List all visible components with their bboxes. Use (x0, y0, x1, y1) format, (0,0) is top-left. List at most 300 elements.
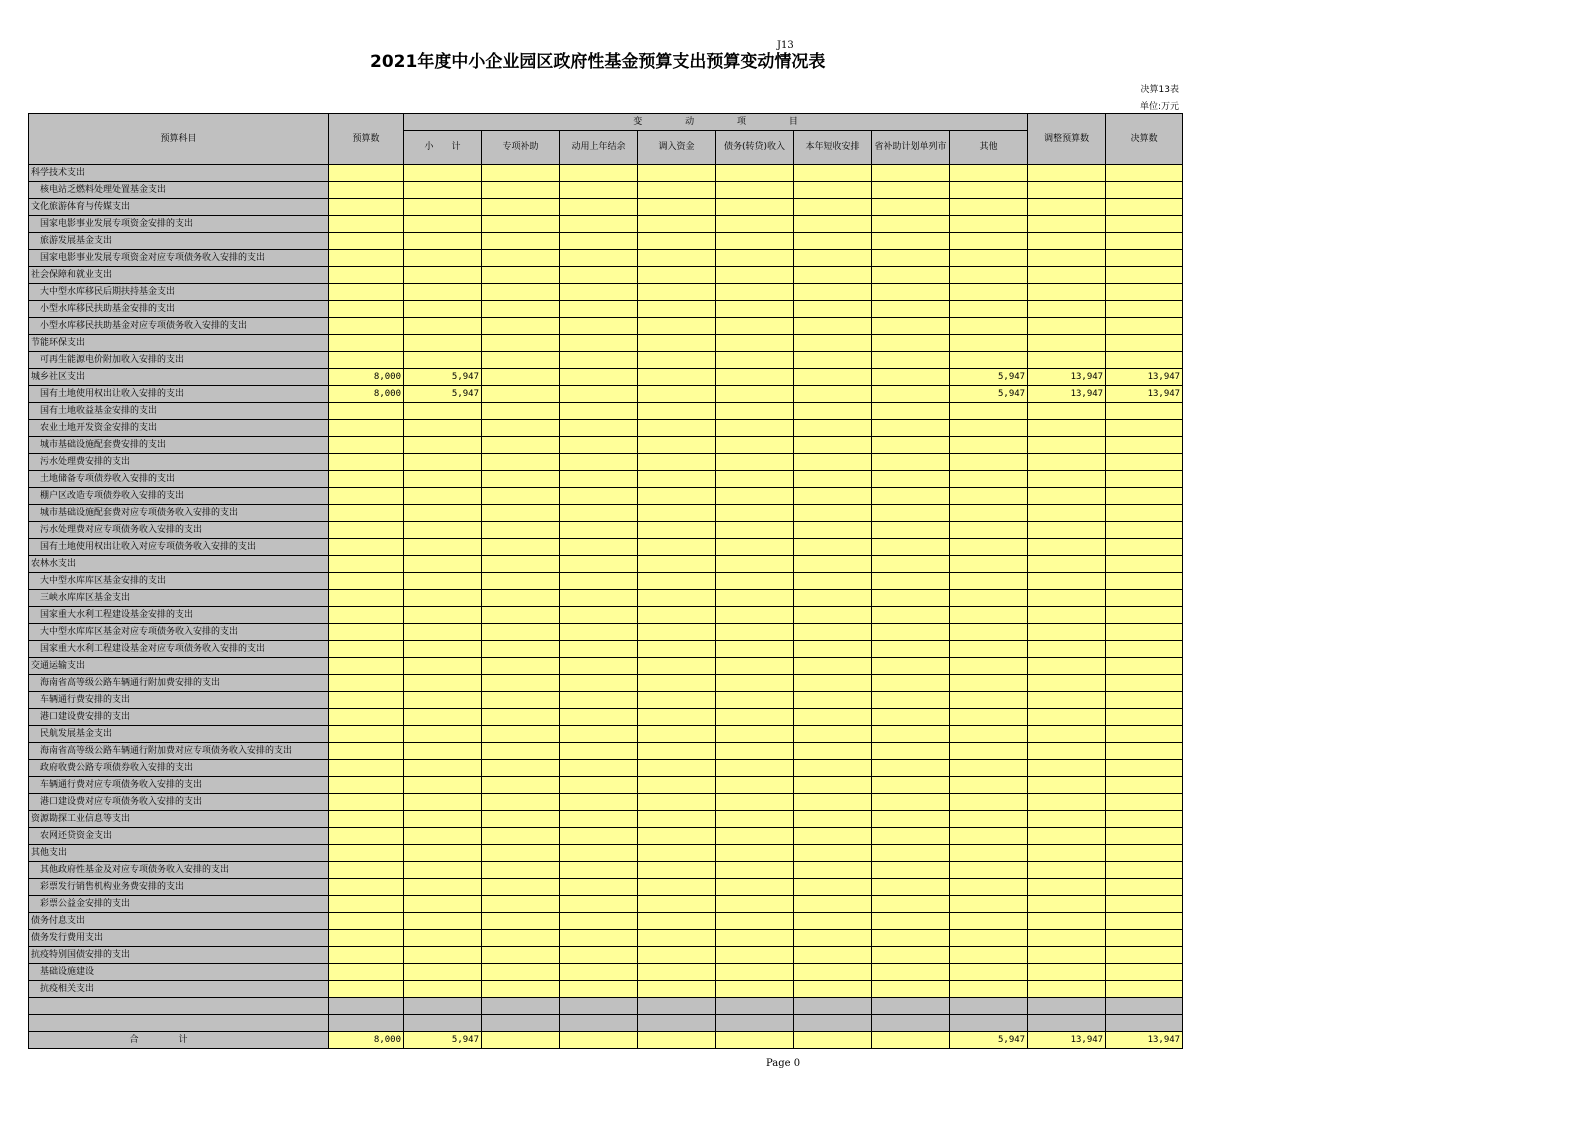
table-row (29, 692, 1183, 709)
row-subject: 大中型水库库区基金对应专项债务收入安排的支出 (29, 624, 329, 641)
row-value-cell (716, 675, 794, 692)
row-value-cell (950, 420, 1028, 437)
row-value-cell (950, 284, 1028, 301)
row-value-cell (794, 505, 872, 522)
row-value-cell (872, 437, 950, 454)
row-subject: 农网还贷资金支出 (29, 828, 329, 845)
row-value-cell (950, 845, 1028, 862)
row-value-cell (716, 386, 794, 403)
row-value-cell (794, 573, 872, 590)
row-value-cell (794, 964, 872, 981)
row-value-cell (872, 505, 950, 522)
row-value-cell (638, 641, 716, 658)
row-value-cell (716, 335, 794, 352)
blank-cell (404, 998, 482, 1015)
row-value-cell (638, 505, 716, 522)
row-value-cell (716, 369, 794, 386)
row-value-cell (482, 879, 560, 896)
row-value-cell (1106, 896, 1183, 913)
blank-cell (638, 998, 716, 1015)
row-value-cell (560, 386, 638, 403)
row-value-cell (1028, 335, 1106, 352)
table-row (29, 658, 1183, 675)
row-value-cell (1106, 913, 1183, 930)
row-value-cell (1028, 250, 1106, 267)
row-value-cell (482, 624, 560, 641)
row-value-cell (638, 369, 716, 386)
row-value-cell (716, 352, 794, 369)
row-value-cell (560, 828, 638, 845)
row-value-cell (716, 437, 794, 454)
row-value-cell (716, 573, 794, 590)
page-title: 2021年度中小企业园区政府性基金预算支出预算变动情况表 (370, 52, 826, 72)
row-value-cell (794, 420, 872, 437)
row-subject: 旅游发展基金支出 (29, 233, 329, 250)
row-value-cell (950, 624, 1028, 641)
row-value-cell (404, 607, 482, 624)
blank-cell (560, 1015, 638, 1032)
row-value-cell (950, 199, 1028, 216)
row-value-cell (872, 216, 950, 233)
row-value-cell (716, 794, 794, 811)
row-value-cell (1106, 692, 1183, 709)
row-value-cell (329, 284, 404, 301)
row-value-cell (404, 947, 482, 964)
row-value-cell (872, 318, 950, 335)
row-value-cell (560, 607, 638, 624)
row-value-cell (404, 454, 482, 471)
table-row (29, 964, 1183, 981)
row-value-cell (950, 930, 1028, 947)
row-value-cell (404, 913, 482, 930)
row-value-cell (404, 216, 482, 233)
row-value-cell (950, 590, 1028, 607)
blank-cell (872, 1015, 950, 1032)
row-value-cell (638, 692, 716, 709)
row-value-cell (482, 845, 560, 862)
blank-cell (950, 998, 1028, 1015)
row-value-cell (638, 743, 716, 760)
row-value-cell (1106, 607, 1183, 624)
row-value-cell (329, 777, 404, 794)
table-row (29, 182, 1183, 199)
row-value-cell (1028, 709, 1106, 726)
header-subtotal: 小 计 (404, 131, 482, 165)
table-row (29, 335, 1183, 352)
row-value-cell (404, 896, 482, 913)
header-other: 其他 (950, 131, 1028, 165)
row-value-cell (1106, 556, 1183, 573)
row-value-cell (950, 828, 1028, 845)
row-subject: 农林水支出 (29, 556, 329, 573)
table-row (29, 607, 1183, 624)
row-value-cell (638, 828, 716, 845)
row-value-cell (482, 573, 560, 590)
row-value-cell (872, 811, 950, 828)
row-value-cell (1106, 539, 1183, 556)
row-value-cell (872, 590, 950, 607)
row-value-cell (1106, 437, 1183, 454)
row-value-cell (560, 573, 638, 590)
row-value-cell (404, 658, 482, 675)
row-value-cell (950, 471, 1028, 488)
row-value-cell (716, 760, 794, 777)
row-value-cell (950, 505, 1028, 522)
row-value-cell (329, 930, 404, 947)
row-value-cell (794, 607, 872, 624)
table-row (29, 777, 1183, 794)
row-value-cell (1106, 862, 1183, 879)
row-value-cell (950, 403, 1028, 420)
row-subject: 大中型水库库区基金安排的支出 (29, 573, 329, 590)
table-row (29, 896, 1183, 913)
total-value-cell (560, 1032, 638, 1049)
row-value-cell (1028, 743, 1106, 760)
row-value-cell (638, 879, 716, 896)
row-value-cell (794, 233, 872, 250)
row-value-cell (482, 165, 560, 182)
row-value-cell (1106, 811, 1183, 828)
row-value-cell (1106, 828, 1183, 845)
row-value-cell (794, 641, 872, 658)
row-value-cell (1028, 828, 1106, 845)
row-value-cell (716, 250, 794, 267)
row-value-cell (794, 896, 872, 913)
row-value-cell (716, 947, 794, 964)
row-value-cell (404, 590, 482, 607)
header-final: 决算数 (1106, 114, 1183, 165)
row-value-cell (329, 879, 404, 896)
row-value-cell (638, 573, 716, 590)
row-subject: 彩票发行销售机构业务费安排的支出 (29, 879, 329, 896)
row-value-cell (329, 590, 404, 607)
row-value-cell (482, 437, 560, 454)
row-value-cell (404, 879, 482, 896)
row-value-cell (716, 981, 794, 998)
row-value-cell (1028, 352, 1106, 369)
row-value-cell (560, 488, 638, 505)
row-value-cell (1106, 981, 1183, 998)
row-value-cell (482, 250, 560, 267)
row-value-cell (872, 352, 950, 369)
table-row (29, 318, 1183, 335)
row-value-cell (404, 709, 482, 726)
row-value-cell (404, 862, 482, 879)
row-value-cell (950, 760, 1028, 777)
row-value-cell: 13,947 (1028, 369, 1106, 386)
row-value-cell (329, 981, 404, 998)
row-value-cell (329, 182, 404, 199)
row-value-cell (794, 522, 872, 539)
row-value-cell (794, 879, 872, 896)
row-value-cell (1106, 573, 1183, 590)
row-subject: 海南省高等级公路车辆通行附加费对应专项债务收入安排的支出 (29, 743, 329, 760)
row-value-cell (794, 692, 872, 709)
row-value-cell (950, 658, 1028, 675)
row-value-cell (638, 760, 716, 777)
total-value-cell (872, 1032, 950, 1049)
row-value-cell (716, 709, 794, 726)
row-subject: 海南省高等级公路车辆通行附加费安排的支出 (29, 675, 329, 692)
row-value-cell (794, 335, 872, 352)
row-value-cell (482, 403, 560, 420)
row-value-cell (872, 760, 950, 777)
row-value-cell (482, 760, 560, 777)
row-value-cell (794, 352, 872, 369)
row-value-cell (560, 522, 638, 539)
row-value-cell (872, 386, 950, 403)
row-value-cell (1028, 233, 1106, 250)
blank-cell (950, 1015, 1028, 1032)
total-value-cell (716, 1032, 794, 1049)
row-value-cell (404, 437, 482, 454)
row-value-cell (950, 267, 1028, 284)
row-value-cell (872, 879, 950, 896)
table-row (29, 165, 1183, 182)
row-value-cell (716, 913, 794, 930)
row-value-cell (560, 947, 638, 964)
row-value-cell (638, 624, 716, 641)
row-value-cell (638, 318, 716, 335)
row-value-cell (482, 726, 560, 743)
row-value-cell (1106, 182, 1183, 199)
header-adjusted: 调整预算数 (1028, 114, 1106, 165)
row-value-cell (1106, 403, 1183, 420)
row-value-cell (716, 930, 794, 947)
blank-cell (716, 998, 794, 1015)
row-value-cell (560, 845, 638, 862)
row-value-cell (716, 165, 794, 182)
page-number: Page 0 (766, 1058, 801, 1069)
row-subject: 港口建设费安排的支出 (29, 709, 329, 726)
row-value-cell (404, 964, 482, 981)
row-value-cell (872, 165, 950, 182)
row-value-cell (716, 216, 794, 233)
row-value-cell (794, 726, 872, 743)
row-value-cell (404, 403, 482, 420)
table-row (29, 624, 1183, 641)
table-row (29, 760, 1183, 777)
row-value-cell (716, 828, 794, 845)
table-row (29, 590, 1183, 607)
row-value-cell (404, 335, 482, 352)
row-value-cell (329, 505, 404, 522)
row-value-cell (872, 471, 950, 488)
row-subject: 民航发展基金支出 (29, 726, 329, 743)
budget-change-table (28, 113, 1183, 1049)
row-value-cell (1028, 556, 1106, 573)
row-value-cell (482, 590, 560, 607)
total-value-cell: 13,947 (1106, 1032, 1183, 1049)
row-value-cell (872, 828, 950, 845)
row-value-cell (1106, 505, 1183, 522)
row-value-cell (950, 913, 1028, 930)
row-value-cell (950, 182, 1028, 199)
row-value-cell (872, 947, 950, 964)
row-value-cell (482, 284, 560, 301)
row-value-cell (794, 760, 872, 777)
table-row (29, 267, 1183, 284)
row-value-cell (872, 233, 950, 250)
row-value-cell (1028, 284, 1106, 301)
table-row (29, 794, 1183, 811)
row-value-cell (1106, 658, 1183, 675)
row-value-cell (482, 658, 560, 675)
row-value-cell (872, 930, 950, 947)
row-value-cell (329, 862, 404, 879)
row-value-cell (329, 896, 404, 913)
row-value-cell (1106, 284, 1183, 301)
row-value-cell (716, 318, 794, 335)
total-value-cell: 8,000 (329, 1032, 404, 1049)
row-value-cell (716, 539, 794, 556)
row-value-cell (1028, 930, 1106, 947)
row-value-cell (482, 675, 560, 692)
row-value-cell (1028, 488, 1106, 505)
row-value-cell (482, 471, 560, 488)
row-value-cell (872, 641, 950, 658)
blank-cell (482, 1015, 560, 1032)
row-value-cell (950, 573, 1028, 590)
row-subject: 小型水库移民扶助基金安排的支出 (29, 301, 329, 318)
row-subject: 抗疫特别国债安排的支出 (29, 947, 329, 964)
row-value-cell (482, 454, 560, 471)
row-value-cell (872, 692, 950, 709)
row-subject: 国家电影事业发展专项资金安排的支出 (29, 216, 329, 233)
row-subject: 城乡社区支出 (29, 369, 329, 386)
row-value-cell (872, 913, 950, 930)
row-value-cell (794, 658, 872, 675)
row-value-cell (1106, 845, 1183, 862)
row-value-cell (560, 981, 638, 998)
row-value-cell: 13,947 (1106, 386, 1183, 403)
row-value-cell (638, 199, 716, 216)
table-row (29, 301, 1183, 318)
row-value-cell (329, 658, 404, 675)
row-value-cell (1106, 879, 1183, 896)
table-row (29, 369, 1183, 386)
row-value-cell (872, 658, 950, 675)
table-row (29, 947, 1183, 964)
row-value-cell (638, 471, 716, 488)
total-value-cell (638, 1032, 716, 1049)
row-value-cell (329, 624, 404, 641)
row-value-cell (560, 709, 638, 726)
row-value-cell (1106, 267, 1183, 284)
row-value-cell (638, 726, 716, 743)
row-value-cell (950, 318, 1028, 335)
row-value-cell (1028, 403, 1106, 420)
row-subject: 大中型水库移民后期扶持基金支出 (29, 284, 329, 301)
row-value-cell (404, 811, 482, 828)
row-value-cell (950, 709, 1028, 726)
row-value-cell (1028, 794, 1106, 811)
row-subject: 车辆通行费安排的支出 (29, 692, 329, 709)
row-value-cell (950, 743, 1028, 760)
total-value-cell: 13,947 (1028, 1032, 1106, 1049)
row-value-cell (329, 726, 404, 743)
row-value-cell (1028, 165, 1106, 182)
blank-cell (638, 1015, 716, 1032)
row-value-cell: 5,947 (404, 369, 482, 386)
row-value-cell (638, 233, 716, 250)
row-value-cell (950, 335, 1028, 352)
row-value-cell (404, 318, 482, 335)
table-row (29, 675, 1183, 692)
row-value-cell (482, 981, 560, 998)
row-value-cell (1106, 964, 1183, 981)
row-subject: 科学技术支出 (29, 165, 329, 182)
table-row (29, 862, 1183, 879)
row-value-cell (794, 828, 872, 845)
row-value-cell (1028, 454, 1106, 471)
row-subject: 交通运输支出 (29, 658, 329, 675)
row-value-cell (329, 420, 404, 437)
row-value-cell (329, 913, 404, 930)
row-value-cell (950, 794, 1028, 811)
row-value-cell: 5,947 (950, 386, 1028, 403)
blank-cell (716, 1015, 794, 1032)
row-subject: 政府收费公路专项债券收入安排的支出 (29, 760, 329, 777)
row-value-cell (872, 624, 950, 641)
row-value-cell (950, 216, 1028, 233)
header-change-group: 变 动 项 目 (404, 114, 1028, 131)
row-value-cell (482, 301, 560, 318)
row-value-cell (638, 216, 716, 233)
row-value-cell (1106, 522, 1183, 539)
row-value-cell (950, 675, 1028, 692)
row-value-cell (404, 233, 482, 250)
row-value-cell (329, 267, 404, 284)
row-value-cell (560, 675, 638, 692)
row-value-cell (560, 420, 638, 437)
row-value-cell (482, 641, 560, 658)
row-value-cell (1028, 267, 1106, 284)
row-value-cell (1028, 199, 1106, 216)
row-value-cell (329, 964, 404, 981)
row-value-cell (872, 420, 950, 437)
row-value-cell (329, 165, 404, 182)
row-value-cell (1028, 862, 1106, 879)
row-value-cell (329, 607, 404, 624)
row-value-cell (872, 369, 950, 386)
row-value-cell (560, 284, 638, 301)
row-subject: 核电站乏燃料处理处置基金支出 (29, 182, 329, 199)
row-value-cell (482, 607, 560, 624)
row-value-cell (638, 896, 716, 913)
row-value-cell (794, 403, 872, 420)
row-value-cell (1106, 233, 1183, 250)
row-value-cell (404, 301, 482, 318)
header-debt-income: 债务(转贷)收入 (716, 131, 794, 165)
row-value-cell (794, 556, 872, 573)
row-value-cell (560, 250, 638, 267)
row-value-cell (638, 267, 716, 284)
row-value-cell (1028, 641, 1106, 658)
row-value-cell (872, 573, 950, 590)
row-value-cell (329, 692, 404, 709)
row-value-cell (1028, 301, 1106, 318)
row-value-cell (329, 641, 404, 658)
row-value-cell (560, 726, 638, 743)
row-value-cell (560, 624, 638, 641)
row-value-cell (872, 862, 950, 879)
row-value-cell (329, 573, 404, 590)
header-province-subsidy: 省补助计划单列市 (872, 131, 950, 165)
row-subject: 社会保障和就业支出 (29, 267, 329, 284)
row-value-cell (1106, 250, 1183, 267)
total-value-cell (794, 1032, 872, 1049)
